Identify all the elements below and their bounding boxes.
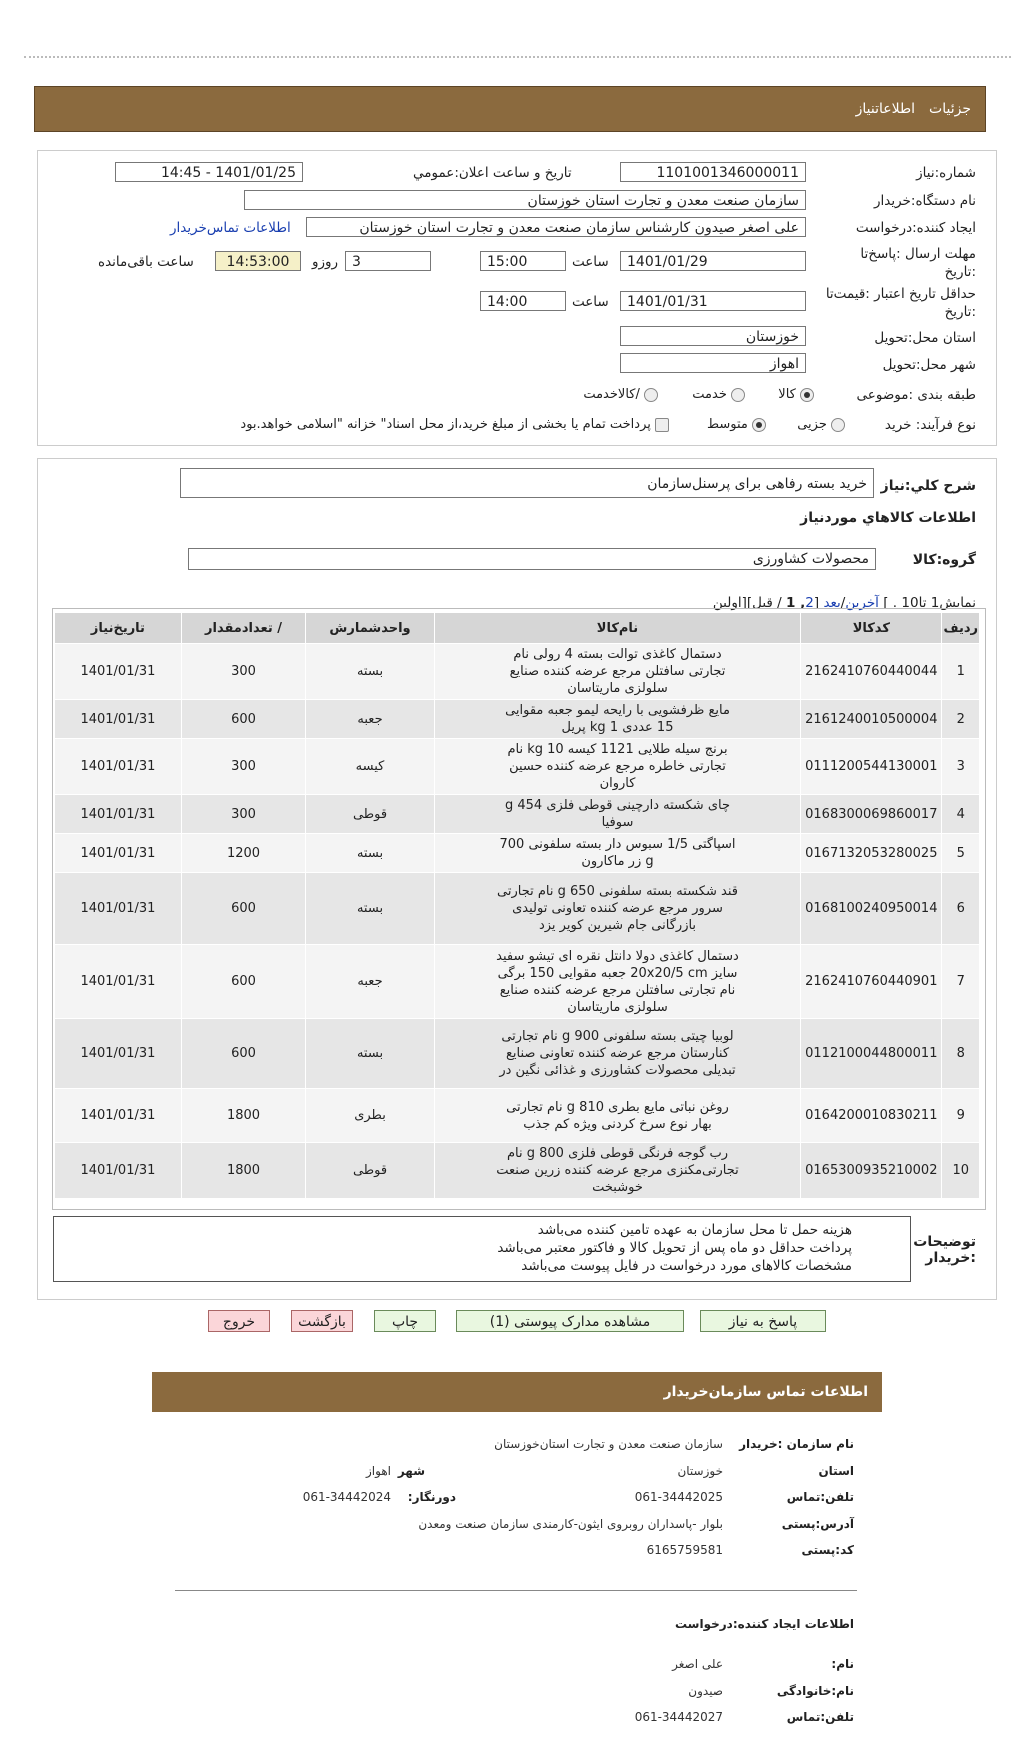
validity-label-2: :تاریخ	[944, 304, 976, 320]
remaining-label: ساعت باقی‌مانده	[98, 254, 194, 270]
cell-need-date: 1401/01/31	[55, 945, 182, 1019]
table-row	[55, 873, 980, 945]
cell-item-code: 0164200010830211	[801, 1089, 942, 1143]
cell-quantity: 1800	[181, 1143, 305, 1199]
cell-item-name: دستمال کاغذی توالت بسته 4 رولی نام تجارتی سافتلن مرجع عرضه کننده صنایع سلولزی ماریتاسان	[434, 644, 800, 700]
radio-icon[interactable]	[644, 388, 658, 402]
cell-unit: قوطی	[306, 1143, 435, 1199]
cell-quantity: 300	[181, 644, 305, 700]
cell-quantity: 1800	[181, 1089, 305, 1143]
pagination-bracket: [	[813, 595, 820, 611]
city-contact-label: شهر	[397, 1464, 425, 1478]
cell-unit: بسته	[306, 1019, 435, 1089]
cell-row-number: 4	[942, 795, 980, 834]
process-label: نوع فرآیند: خرید	[884, 417, 976, 433]
cell-item-name: اسپاگتی 1/5 سبوس دار بسته سلفونی 700 g زر ماکارون	[434, 834, 800, 873]
table-header-row	[55, 613, 980, 644]
table-row	[55, 795, 980, 834]
cell-item-name: لوبیا چیتی بسته سلفونی 900 g نام تجارتی کنارستان مرجع عرضه کننده تعاونی صنایع تبدیلی محصولات کشاورزی و غذائی نگین در	[434, 1019, 800, 1089]
notes-box	[53, 1216, 911, 1282]
contact-title: اطلاعات تماس سازمان‌خریدار	[663, 1384, 868, 1400]
print-button[interactable]: چاپ	[374, 1310, 436, 1332]
cell-quantity: 600	[181, 873, 305, 945]
table-row	[55, 700, 980, 739]
validity-date-field: 1401/01/31	[620, 291, 806, 311]
items-table	[54, 612, 980, 1199]
creator-phone-label: تلفن:تماس	[786, 1710, 854, 1724]
table-row	[55, 834, 980, 873]
cell-item-code: 0111200544130001	[801, 739, 942, 795]
number-label: شماره:نیاز	[916, 165, 976, 181]
cell-need-date: 1401/01/31	[55, 739, 182, 795]
pagination-prev-first: / قبل][اولین	[712, 595, 782, 611]
deadline-time-field: 15:00	[480, 251, 566, 271]
cell-item-code: 0165300935210002	[801, 1143, 942, 1199]
org-label: نام سازمان :خریدار	[739, 1437, 854, 1451]
summary-field: خرید بسته رفاهی برای پرسنل‌سازمان	[180, 468, 874, 498]
payment-option[interactable]	[240, 417, 669, 432]
notes-label: توضیحات :خریدار	[913, 1234, 976, 1266]
category-service-text: خدمت	[692, 387, 727, 402]
cell-unit: بطری	[306, 1089, 435, 1143]
cell-unit: کیسه	[306, 739, 435, 795]
cell-item-name: روغن نباتی مایع بطری 810 g نام تجارتی بهار نوع سرخ کردنی ویژه کم جذب	[434, 1089, 800, 1143]
cell-need-date: 1401/01/31	[55, 1019, 182, 1089]
cell-item-code: 2161240010500004	[801, 700, 942, 739]
province-label: استان محل:تحویل	[874, 330, 976, 346]
cell-unit: جعبه	[306, 945, 435, 1019]
reply-button[interactable]: پاسخ به نیاز	[700, 1310, 826, 1332]
days-word: روزو	[312, 254, 339, 270]
pagination-last-link[interactable]: آخرین	[845, 595, 879, 611]
pagination-prefix: نمایش1 تا10 . ]	[883, 595, 976, 611]
province-contact-label: استان	[818, 1464, 854, 1478]
top-divider	[24, 56, 1011, 58]
cell-need-date: 1401/01/31	[55, 795, 182, 834]
phone-value: 061-34442025	[634, 1490, 723, 1504]
deadline-label-2: :تاریخ	[944, 264, 976, 280]
cell-row-number: 6	[942, 873, 980, 945]
cell-item-code: 0112100044800011	[801, 1019, 942, 1089]
cell-row-number: 7	[942, 945, 980, 1019]
buyer-label: نام دستگاه:خریدار	[873, 193, 976, 209]
cell-item-name: دستمال کاغذی دولا دانتل نقره ای تیشو سفید سایز 20x20/5 cm جعبه مقوایی 150 برگی نام تجارتی سافتلن مرجع عرضه کننده صنایع سلولزی ماریتاسان	[434, 945, 800, 1019]
cell-quantity: 1200	[181, 834, 305, 873]
creator-phone-value: 061-34442027	[634, 1710, 723, 1724]
radio-icon-checked[interactable]	[800, 388, 814, 402]
deadline-label: مهلت ارسال :پاسخ‌تا	[860, 246, 976, 262]
category-both-option[interactable]	[583, 387, 658, 402]
creator-name-label: نام:	[831, 1657, 854, 1671]
creator-family-value: صیدون	[688, 1684, 723, 1698]
category-goods-text: کالا	[778, 387, 796, 402]
pagination-current: , 1	[786, 595, 806, 611]
table-row	[55, 945, 980, 1019]
cell-row-number: 3	[942, 739, 980, 795]
creator-family-label: نام:خانوادگی	[776, 1684, 854, 1698]
contact-divider	[175, 1590, 857, 1591]
address-label: آدرس:پستی	[781, 1517, 854, 1531]
process-partial-text: جزیی	[797, 417, 827, 432]
validity-time-word: ساعت	[572, 294, 609, 310]
view-documents-button[interactable]: مشاهده مدارک پیوستی (1)	[456, 1310, 684, 1332]
notes-line: پرداخت حداقل دو ماه پس از تحویل کالا و فاکتور معتبر می‌باشد	[497, 1240, 852, 1256]
cell-need-date: 1401/01/31	[55, 1143, 182, 1199]
notes-line: هزینه حمل تا محل سازمان به عهده تامین کننده می‌باشد	[537, 1222, 852, 1238]
cell-row-number: 8	[942, 1019, 980, 1089]
table-row	[55, 1089, 980, 1143]
need-number-field: 1101001346000011	[620, 162, 806, 182]
announce-date-field: 1401/01/25 - 14:45	[115, 162, 303, 182]
cell-quantity: 600	[181, 700, 305, 739]
cell-quantity: 300	[181, 739, 305, 795]
cell-unit: بسته	[306, 834, 435, 873]
province-contact-value: خوزستان	[677, 1464, 723, 1478]
cell-item-name: رب گوجه فرنگی قوطی فلزی 800 g نام تجارتی‌مکنزی مرجع عرضه کننده زرین صنعت خوشبخت	[434, 1143, 800, 1199]
days-field: 3	[345, 251, 431, 271]
pagination: نمایش1 تا10 . ] آخرین/بعد [2, 1 / قبل][اولین	[712, 595, 976, 611]
cell-unit: بسته	[306, 873, 435, 945]
pagination-page-2[interactable]: 2	[805, 595, 814, 611]
back-button[interactable]: بازگشت	[291, 1310, 353, 1332]
tab-details[interactable]: جزئیات	[929, 101, 971, 117]
cell-quantity: 600	[181, 945, 305, 1019]
table-row	[55, 1019, 980, 1089]
cell-unit: بسته	[306, 644, 435, 700]
buyer-field: سازمان صنعت معدن و تجارت استان خوزستان	[244, 190, 806, 210]
cell-item-name: برنج سیله طلایی 1121 کیسه 10 kg نام تجارتی خاطره مرجع عرضه کننده حسین کاروان	[434, 739, 800, 795]
cell-need-date: 1401/01/31	[55, 1089, 182, 1143]
city-contact-value: اهواز	[366, 1464, 391, 1478]
goods-title: اطلاعات کالاهاي موردنیاز	[800, 510, 976, 526]
process-medium-option[interactable]	[707, 417, 766, 432]
cell-item-code: 0168300069860017	[801, 795, 942, 834]
col-quantity[interactable]: / تعدادمقدار	[181, 613, 305, 644]
cell-unit: جعبه	[306, 700, 435, 739]
process-partial-option[interactable]	[797, 417, 845, 432]
address-value: بلوار -پاسداران روبروی ایثون-کارمندی سازمان صنعت ومعدن	[418, 1517, 723, 1531]
phone-label: تلفن:تماس	[786, 1490, 854, 1504]
process-medium-text: متوسط	[707, 417, 748, 432]
postal-label: کد:پستی	[801, 1543, 854, 1557]
deadline-time-word: ساعت	[572, 254, 609, 270]
cell-item-name: چای شکسته دارچینی قوطی فلزی 454 g سوفیا	[434, 795, 800, 834]
province-field: خوزستان	[620, 326, 806, 346]
cell-item-name: مایع ظرفشویی با رایحه لیمو جعبه مقوایی 15 عددی 1 kg پریل	[434, 700, 800, 739]
col-code[interactable]: کدکالا	[801, 613, 942, 644]
cell-item-code: 2162410760440044	[801, 644, 942, 700]
col-row[interactable]: ردیف	[942, 613, 980, 644]
cell-need-date: 1401/01/31	[55, 834, 182, 873]
cell-item-name: قند شکسته بسته سلفونی 650 g نام تجارتی سرور مرجع عرضه کننده تعاونی تولیدی بازرگانی جام شیرین کویر یزد	[434, 873, 800, 945]
tab-need-info[interactable]: اطلاعاتنیاز	[855, 101, 916, 117]
validity-time-field: 14:00	[480, 291, 566, 311]
cell-row-number: 1	[942, 644, 980, 700]
fax-label: دورنگار:	[407, 1490, 456, 1504]
postal-value: 6165759581	[646, 1543, 723, 1557]
cell-need-date: 1401/01/31	[55, 644, 182, 700]
creator-field: علی اصغر صیدون کارشناس سازمان صنعت معدن و تجارت استان خوزستان	[306, 217, 806, 237]
cell-row-number: 9	[942, 1089, 980, 1143]
group-field: محصولات کشاورزی	[188, 548, 876, 570]
fax-value: 061-34442024	[302, 1490, 391, 1504]
table-row	[55, 1143, 980, 1199]
deadline-date-field: 1401/01/29	[620, 251, 806, 271]
radio-icon[interactable]	[831, 418, 845, 432]
cell-item-code: 2162410760440901	[801, 945, 942, 1019]
category-label: طبقه بندی :موضوعی	[856, 387, 976, 403]
header-bar	[34, 86, 986, 132]
items-table-body	[55, 644, 980, 1199]
org-value: سازمان صنعت معدن و تجارت استان‌خوزستان	[494, 1437, 723, 1451]
exit-button[interactable]: خروج	[208, 1310, 270, 1332]
col-name[interactable]: نام‌کالا	[434, 613, 800, 644]
creator-name-value: علی اصغر	[672, 1657, 723, 1671]
cell-item-code: 0168100240950014	[801, 873, 942, 945]
radio-icon-checked[interactable]	[752, 418, 766, 432]
cell-need-date: 1401/01/31	[55, 700, 182, 739]
creator-label: ایجاد کننده:درخواست	[855, 220, 976, 236]
cell-quantity: 600	[181, 1019, 305, 1089]
table-row	[55, 739, 980, 795]
creator-info-title: اطلاعات ایجاد کننده:درخواست	[674, 1617, 854, 1631]
summary-label: شرح کلي:نیاز	[880, 478, 976, 494]
category-service-option[interactable]	[692, 387, 745, 402]
checkbox-icon[interactable]	[655, 418, 669, 432]
pagination-next-link[interactable]: بعد	[823, 595, 841, 611]
table-row	[55, 644, 980, 700]
cell-row-number: 5	[942, 834, 980, 873]
city-label: شهر محل:تحویل	[882, 357, 976, 373]
notes-line: مشخصات کالاهای مورد درخواست در فایل پیوست می‌باشد	[521, 1258, 852, 1274]
group-label: گروه:کالا	[912, 552, 976, 568]
buyer-contact-link[interactable]: اطلاعات تماس‌خریدار	[170, 220, 291, 236]
cell-quantity: 300	[181, 795, 305, 834]
category-goods-option[interactable]	[778, 387, 814, 402]
remaining-time-field: 14:53:00	[215, 251, 301, 271]
col-date[interactable]: تاریخ‌نیاز	[55, 613, 182, 644]
category-both-text: /کالاخدمت	[583, 387, 640, 402]
col-unit[interactable]: واحدشمارش	[306, 613, 435, 644]
cell-need-date: 1401/01/31	[55, 873, 182, 945]
payment-text: پرداخت تمام یا بخشی از مبلغ خرید،از محل اسناد" خزانه "اسلامی خواهد.بود	[240, 417, 651, 432]
cell-row-number: 2	[942, 700, 980, 739]
announce-label: تاریخ و ساعت اعلان:عمومي	[413, 165, 572, 181]
cell-row-number: 10	[942, 1143, 980, 1199]
contact-bar	[152, 1372, 882, 1412]
city-field: اهواز	[620, 353, 806, 373]
validity-label: حداقل تاریخ اعتبار :قیمت‌تا	[825, 286, 976, 302]
radio-icon[interactable]	[731, 388, 745, 402]
cell-item-code: 0167132053280025	[801, 834, 942, 873]
cell-unit: قوطی	[306, 795, 435, 834]
